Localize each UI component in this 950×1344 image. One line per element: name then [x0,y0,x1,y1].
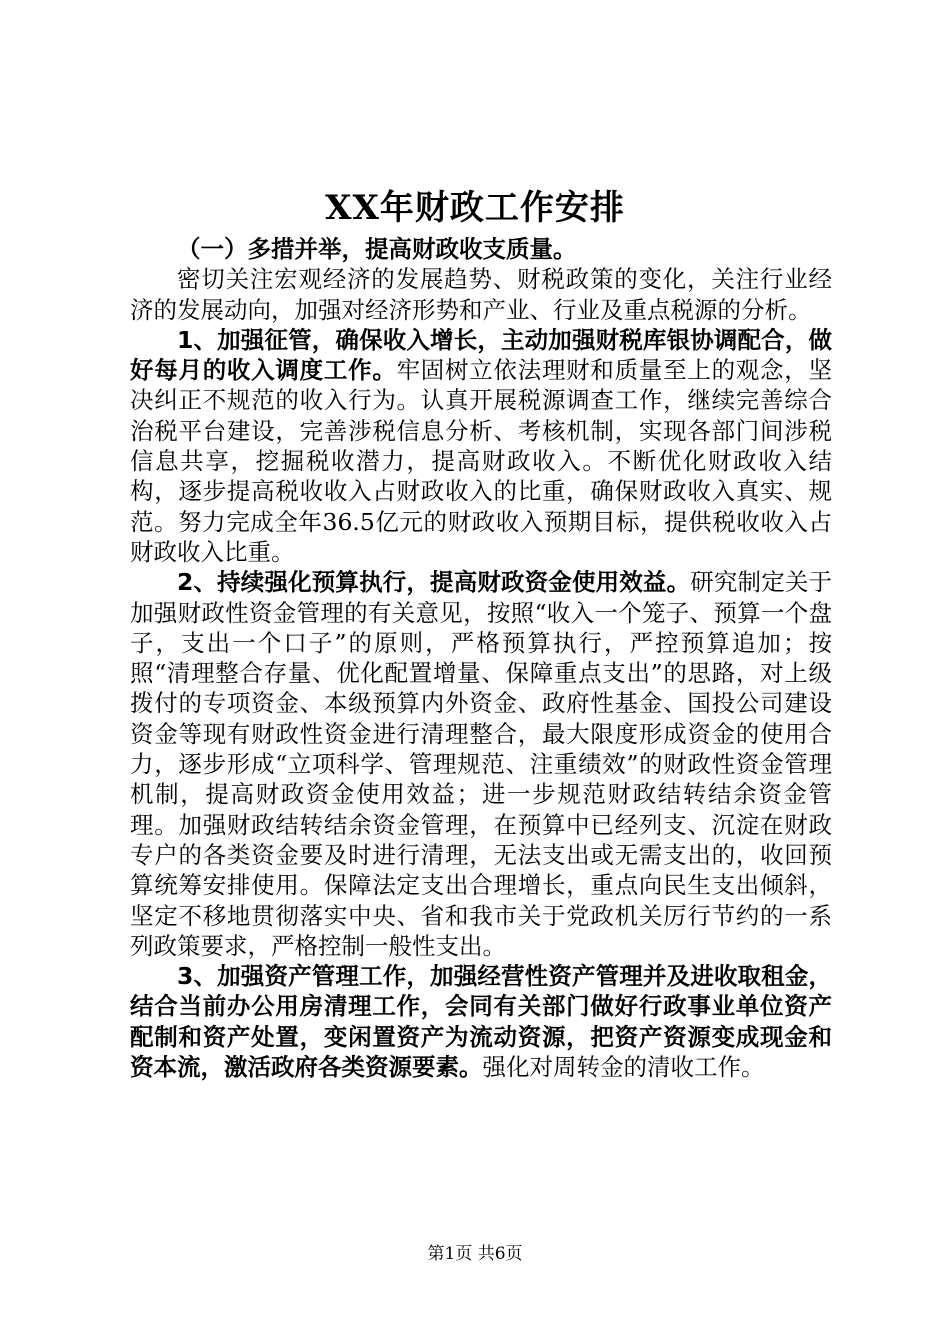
item-body-3: 强化对周转金的清收工作。 [482,1053,765,1082]
item-lead-2: 2、持续强化预算执行，提高财政资金使用效益。 [177,568,691,597]
page-footer: 第1页 共6页 [427,1244,523,1264]
item-body-1: 牢固树立依法理财和质量至上的观念，坚决纠正不规范的收入行为。认真开展税源调查工作，继续完善综合治税平台建设，完善涉税信息分析、考核机制，实现各部门间涉税信息共享，挖掘税收潜力，提高财政收入。不断优化财政收入结构，逐步提高税收收入占财政收入的比重，确保财政收入真实、规范。努力完成全年36.5亿元的财政收入预期目标，提供税收收入占财政收入比重。 [130,356,833,566]
item-lead-1: 1、加强征管，确保收入增长，主动加强财税库银协调配合，做好每月的收入调度工作。 [130,325,832,385]
item-body-2: 研究制定关于加强财政性资金管理的有关意见，按照“收入一个笼子、预算一个盘子，支出一个口子”的原则，严格预算执行，严控预算追加；按照“清理整合存量、优化配置增量、保障重点支出”的思路，对上级拨付的专项资金、本级预算内外资金、政府性基金、国投公司建设资金等现有财政性资金进行清理整合，最大限度形成资金的使用合力，逐步形成“立项科学、管理规范、注重绩效”的财政性资金管理机制，提高财政资金使用效益；进一步规范财政结转结余资金管理。加强财政结转结余资金管理，在预算中已经列支、沉淀在财政专户的各类资金要及时进行清理，无法支出或无需支出的，收回预算统筹安排使用。保障法定支出合理增长，重点向民生支出倾斜，坚定不移地贯彻落实中央、省和我市关于党政机关厉行节约的一系列政策要求，严格控制一般性支出。 [130,568,833,960]
section-heading: （一）多措并举，提高财政收支质量。 [177,235,577,263]
document-body [130,234,832,1082]
intro-paragraph: 密切关注宏观经济的发展趋势、财税政策的变化，关注行业经济的发展动向，加强对经济形势和产业、行业及重点税源的分析。 [130,265,832,324]
item-paragraph-1 [130,325,832,567]
item-lead-3: 3、加强资产管理工作，加强经营性资产管理并及进收取租金，结合当前办公用房清理工作，会同有关部门做好行政事业单位资产配制和资产处置，变闲置资产为流动资源，把资产资源变成现金和资本流，激活政府各类资源要素。 [130,962,832,1082]
document-title: XX年财政工作安排 [325,188,625,228]
item-paragraph-2 [130,567,832,961]
item-paragraph-3 [130,961,832,1082]
